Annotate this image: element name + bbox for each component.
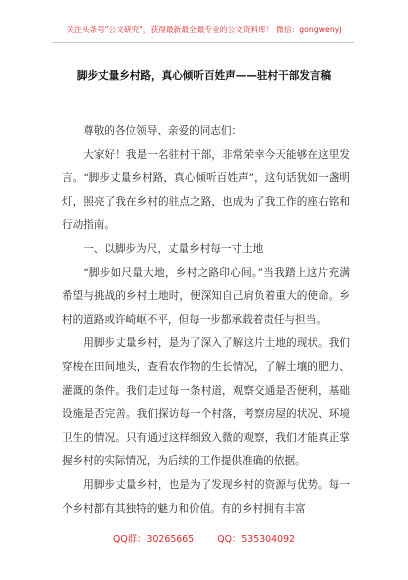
paragraph: “脚步如尺量大地，乡村之路印心间。”当我踏上这片充满希望与挑战的乡村土地时，便深知自己肩负着重大的使命。乡村的道路或许崎岖不平，但每一步都承载着责任与担当。 xyxy=(62,266,350,326)
paragraph: 大家好！我是一名驻村干部，非常荣幸今天能够在这里发言。“脚步丈量乡村路，真心倾听百姓声”，这句话犹如一盏明灯，照亮了我在乡村的驻点之路，也成为了我工作的座右铭和行动指南。 xyxy=(62,148,350,232)
salutation: 尊敬的各位领导、亲爱的同志们： xyxy=(83,125,243,137)
qq-contact-label: QQ：535304092 xyxy=(217,534,296,545)
section-heading: 一、以脚步为尺，丈量乡村每一寸土地 xyxy=(83,242,264,255)
page-header-banner: 关注头条号"公文研究"，获得最新最全最专业的公文资料库！ 微信：gongwenyj xyxy=(66,25,342,34)
header-divider xyxy=(52,42,354,43)
page-footer xyxy=(0,531,408,545)
paragraph: 用脚步丈量乡村，是为了深入了解这片土地的现状。我们穿梭在田间地头，查看农作物的生长情况，了解土壤的肥力、灌溉的条件。我们走过每一条村道，观察交通是否便利，基础设施是否完善。我们探访每一个村落，考察房屋的状况、环境卫生的情况。只有通过这样细致入微的观察，我们才能真正掌握乡村的实际情况，为后续的工作提供准确的依据。 xyxy=(62,337,350,468)
document-title: 脚步丈量乡村路，真心倾听百姓声——驻村干部发言稿 xyxy=(76,70,332,82)
document-body xyxy=(62,120,350,521)
paragraph: 用脚步丈量乡村，也是为了发现乡村的资源与优势。每一个乡村都有其独特的魅力和价值。有的乡村拥有丰富 xyxy=(62,478,350,515)
qq-group-label: QQ群：30265665 xyxy=(112,534,195,545)
